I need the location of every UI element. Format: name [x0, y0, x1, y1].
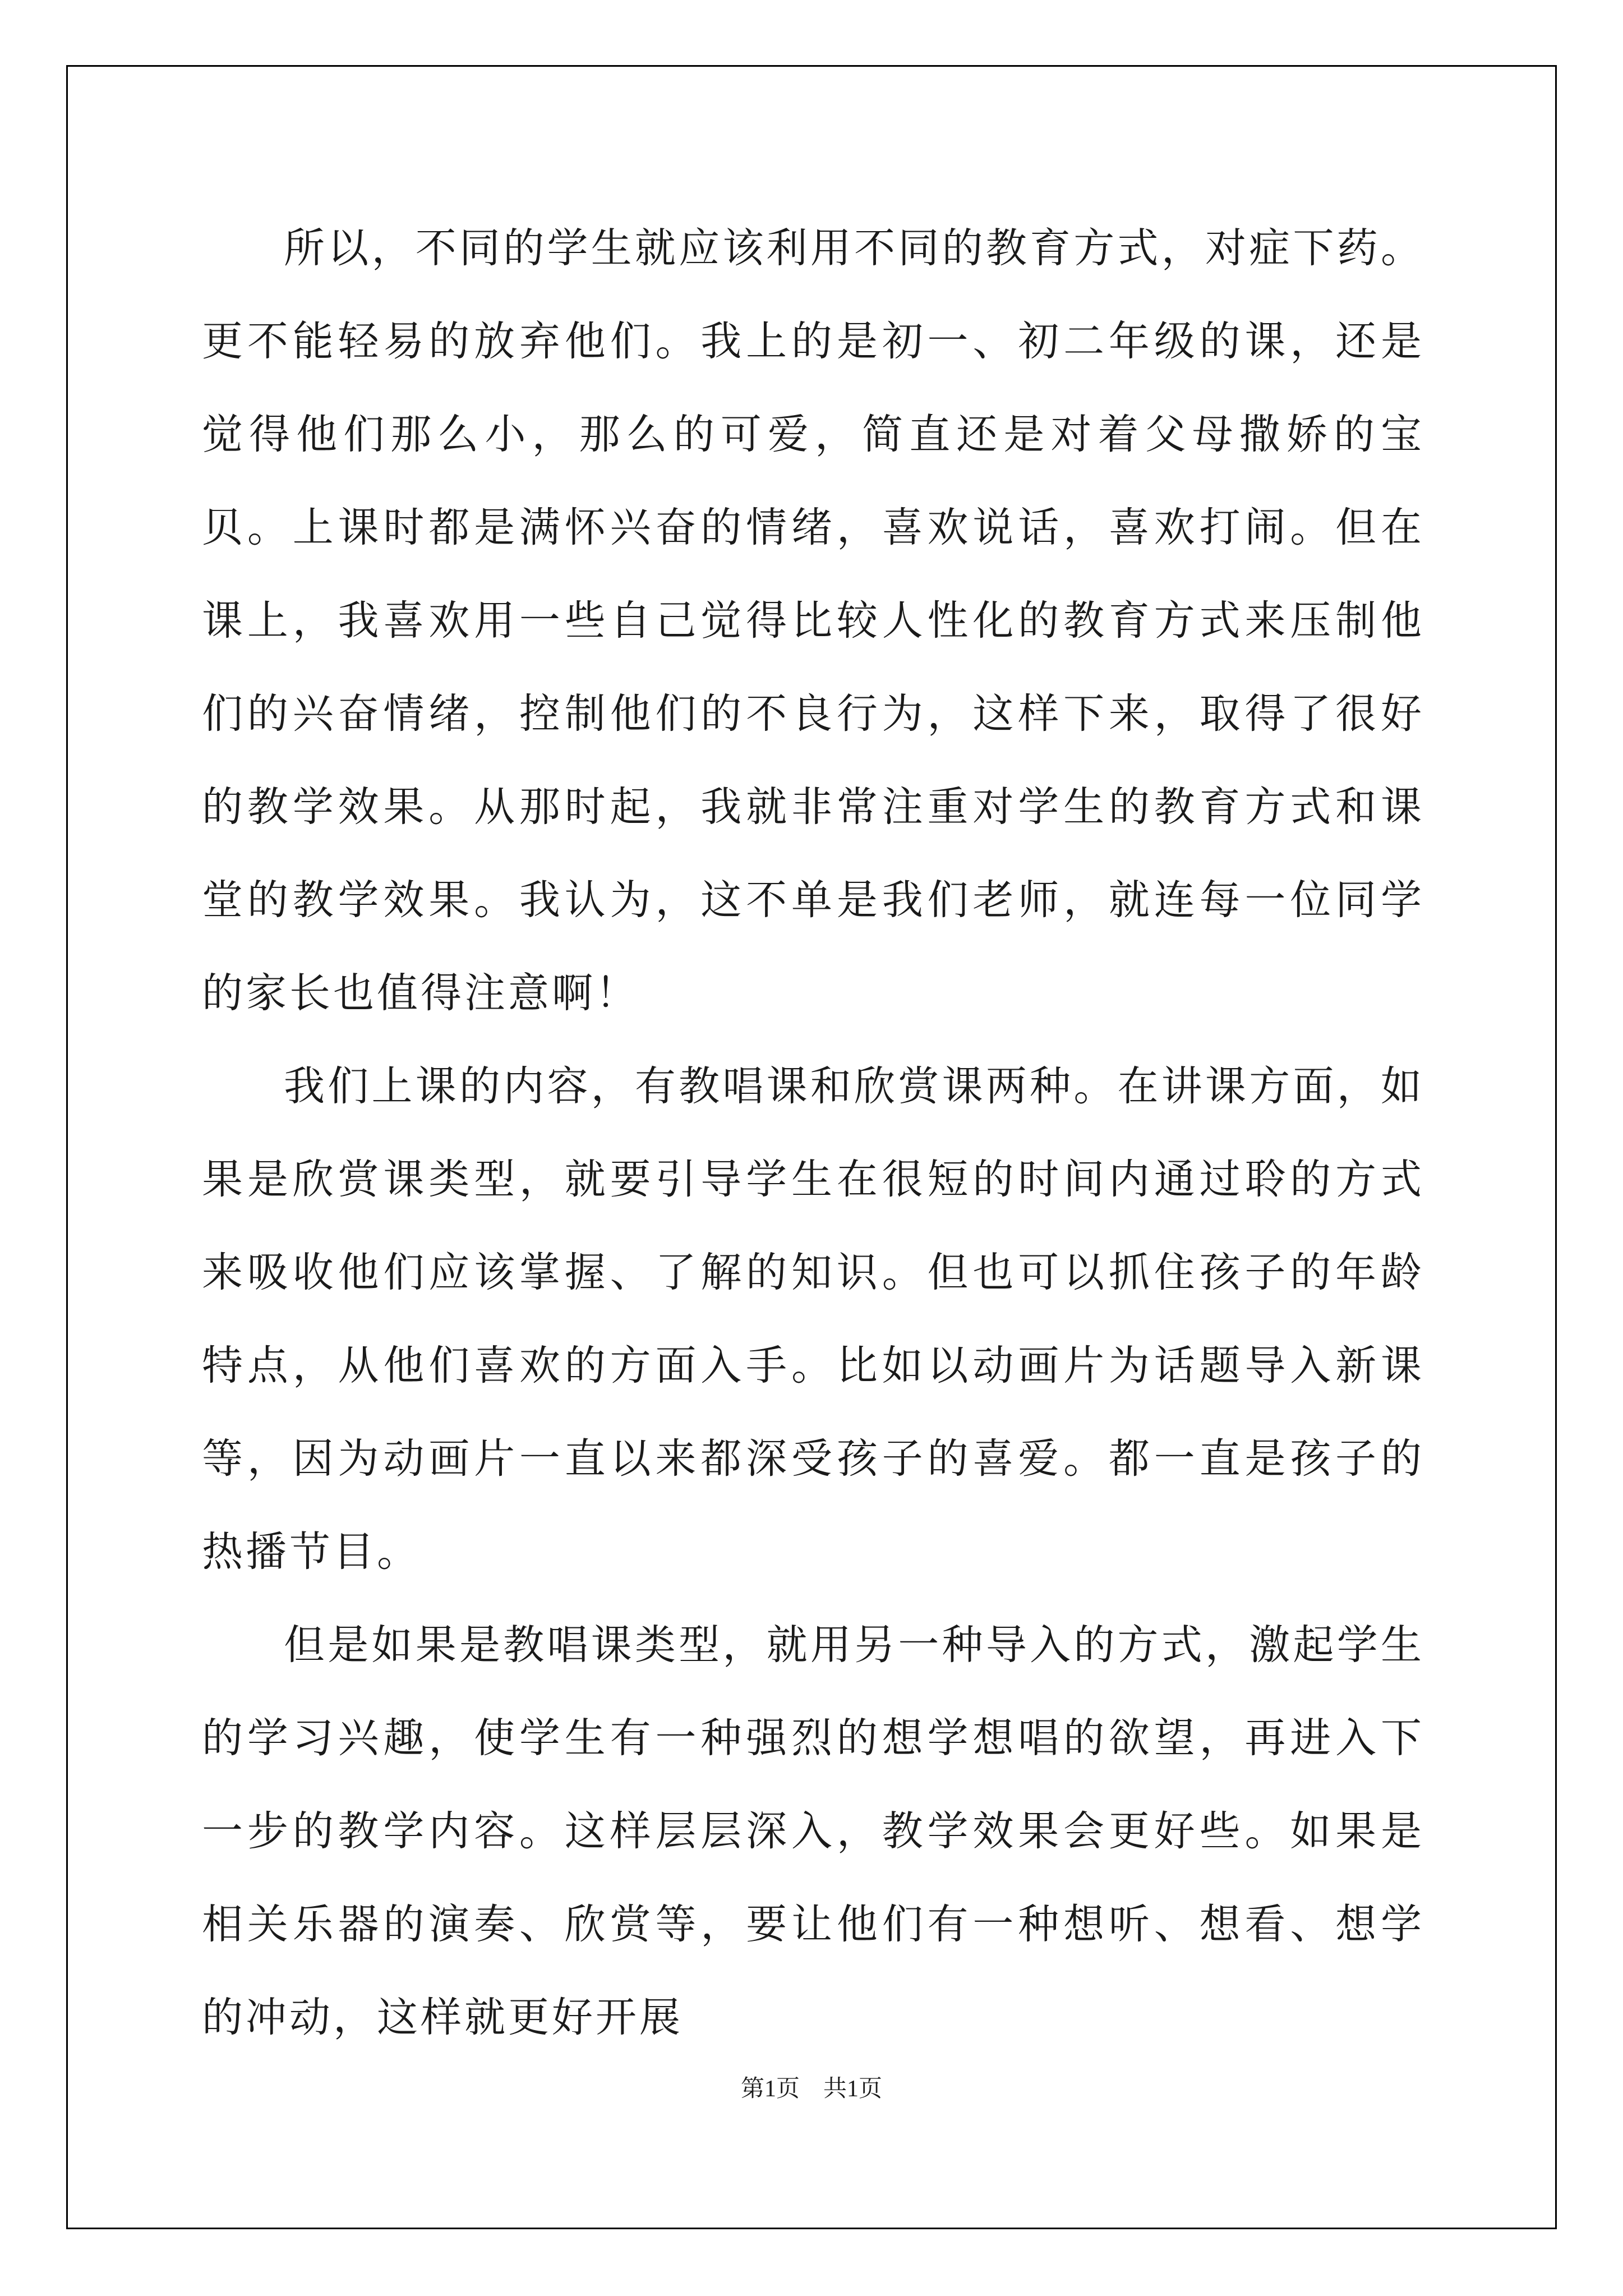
page-footer: 第1页 共1页 — [740, 2076, 882, 2102]
paragraph-2: 我们上课的内容，有教唱课和欣赏课两种。在讲课方面，如果是欣赏课类型，就要引导学生在很短的时间内通过聆的方式来吸收他们应该掌握、了解的知识。但也可以抓住孩子的年龄特点，从他们喜欢的方面入手。比如以动画片为话题导入新课等，因为动画片一直以来都深受孩子的喜爱。都一直是孩子的热播节目。 — [202, 1062, 1424, 1576]
document-body — [202, 202, 1424, 2064]
paragraph-3: 但是如果是教唱课类型，就用另一种导入的方式，激起学生的学习兴趣，使学生有一种强烈的想学想唱的欲望，再进入下一步的教学内容。这样层层深入，教学效果会更好些。如果是相关乐器的演奏、欣赏等，要让他们有一种想听、想看、想学的冲动，这样就更好开展 — [202, 1621, 1424, 2041]
paragraph-1: 所以，不同的学生就应该利用不同的教育方式，对症下药。更不能轻易的放弃他们。我上的是初一、初二年级的课，还是觉得他们那么小，那么的可爱，简直还是对着父母撒娇的宝贝。上课时都是满怀兴奋的情绪，喜欢说话，喜欢打闹。但在课上，我喜欢用一些自己觉得比较人性化的教育方式来压制他们的兴奋情绪，控制他们的不良行为，这样下来，取得了很好的教学效果。从那时起，我就非常注重对学生的教育方式和课堂的教学效果。我认为，这不单是我们老师，就连每一位同学的家长也值得注意啊！ — [202, 224, 1424, 1017]
